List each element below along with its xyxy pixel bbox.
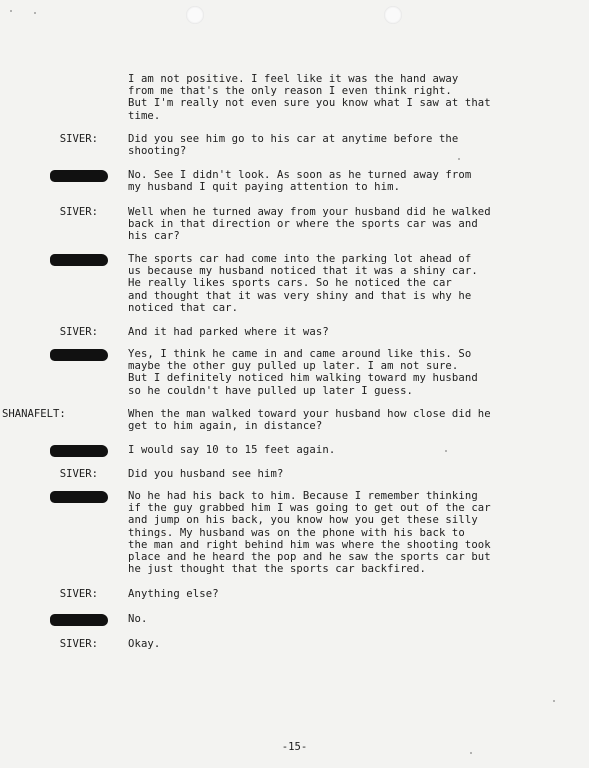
dialogue-text: Well when he turned away from your husband did he walked back in that direction or where the sports car was and his car?	[128, 206, 491, 243]
page-number: -15-	[281, 741, 308, 753]
dialogue-text: Yes, I think he came in and came around like this. So maybe the other guy pulled up later. I am not sure. But I definitely noticed him walking toward my husband so he couldn't have pulled up later I guess.	[128, 348, 478, 397]
redaction-bar	[50, 614, 108, 626]
dialogue-text: I am not positive. I feel like it was the hand away from me that's the only reason I even think right. But I'm really not even sure you know what I saw at that time.	[128, 73, 491, 122]
speaker-label: SIVER:	[59, 588, 98, 600]
dialogue-text: No.	[128, 613, 148, 625]
speaker-label: SIVER:	[59, 206, 98, 218]
speckle	[553, 700, 555, 702]
dialogue-text: When the man walked toward your husband how close did he get to him again, in distance?	[128, 408, 491, 433]
redaction-bar	[50, 349, 108, 361]
redaction-bar	[50, 170, 108, 182]
speckle	[10, 10, 12, 12]
dialogue-text: No he had his back to him. Because I remember thinking if the guy grabbed him I was going to get out of the car and jump on his back, you know how you get these silly things. My husband was on the phone with his back to the man and right behind him was where the shooting took place and he heard the pop and he saw the sports car but he just thought that the sports car backfired.	[128, 490, 491, 576]
speckle	[458, 158, 460, 160]
redaction-bar	[50, 491, 108, 503]
dialogue-text: Did you husband see him?	[128, 468, 284, 480]
redaction-bar	[50, 445, 108, 457]
redaction-bar	[50, 254, 108, 266]
dialogue-text: Anything else?	[128, 588, 219, 600]
speaker-label: SIVER:	[59, 326, 98, 338]
hole-punch-right	[384, 6, 402, 24]
speaker-label: SIVER:	[59, 468, 98, 480]
dialogue-text: Okay.	[128, 638, 161, 650]
speaker-label: SIVER:	[59, 133, 98, 145]
speaker-label: SIVER:	[59, 638, 98, 650]
speckle	[34, 12, 36, 14]
hole-punch-left	[186, 6, 204, 24]
dialogue-text: I would say 10 to 15 feet again.	[128, 444, 336, 456]
dialogue-text: No. See I didn't look. As soon as he turned away from my husband I quit paying attention to him.	[128, 169, 472, 194]
speaker-label: SHANAFELT:	[2, 408, 66, 420]
dialogue-text: And it had parked where it was?	[128, 326, 329, 338]
dialogue-text: Did you see him go to his car at anytime before the shooting?	[128, 133, 459, 158]
dialogue-text: The sports car had come into the parking lot ahead of us because my husband noticed that it was a shiny car. He really likes sports cars. So he noticed the car and thought that it was very shiny and that is why he noticed that car.	[128, 253, 478, 314]
